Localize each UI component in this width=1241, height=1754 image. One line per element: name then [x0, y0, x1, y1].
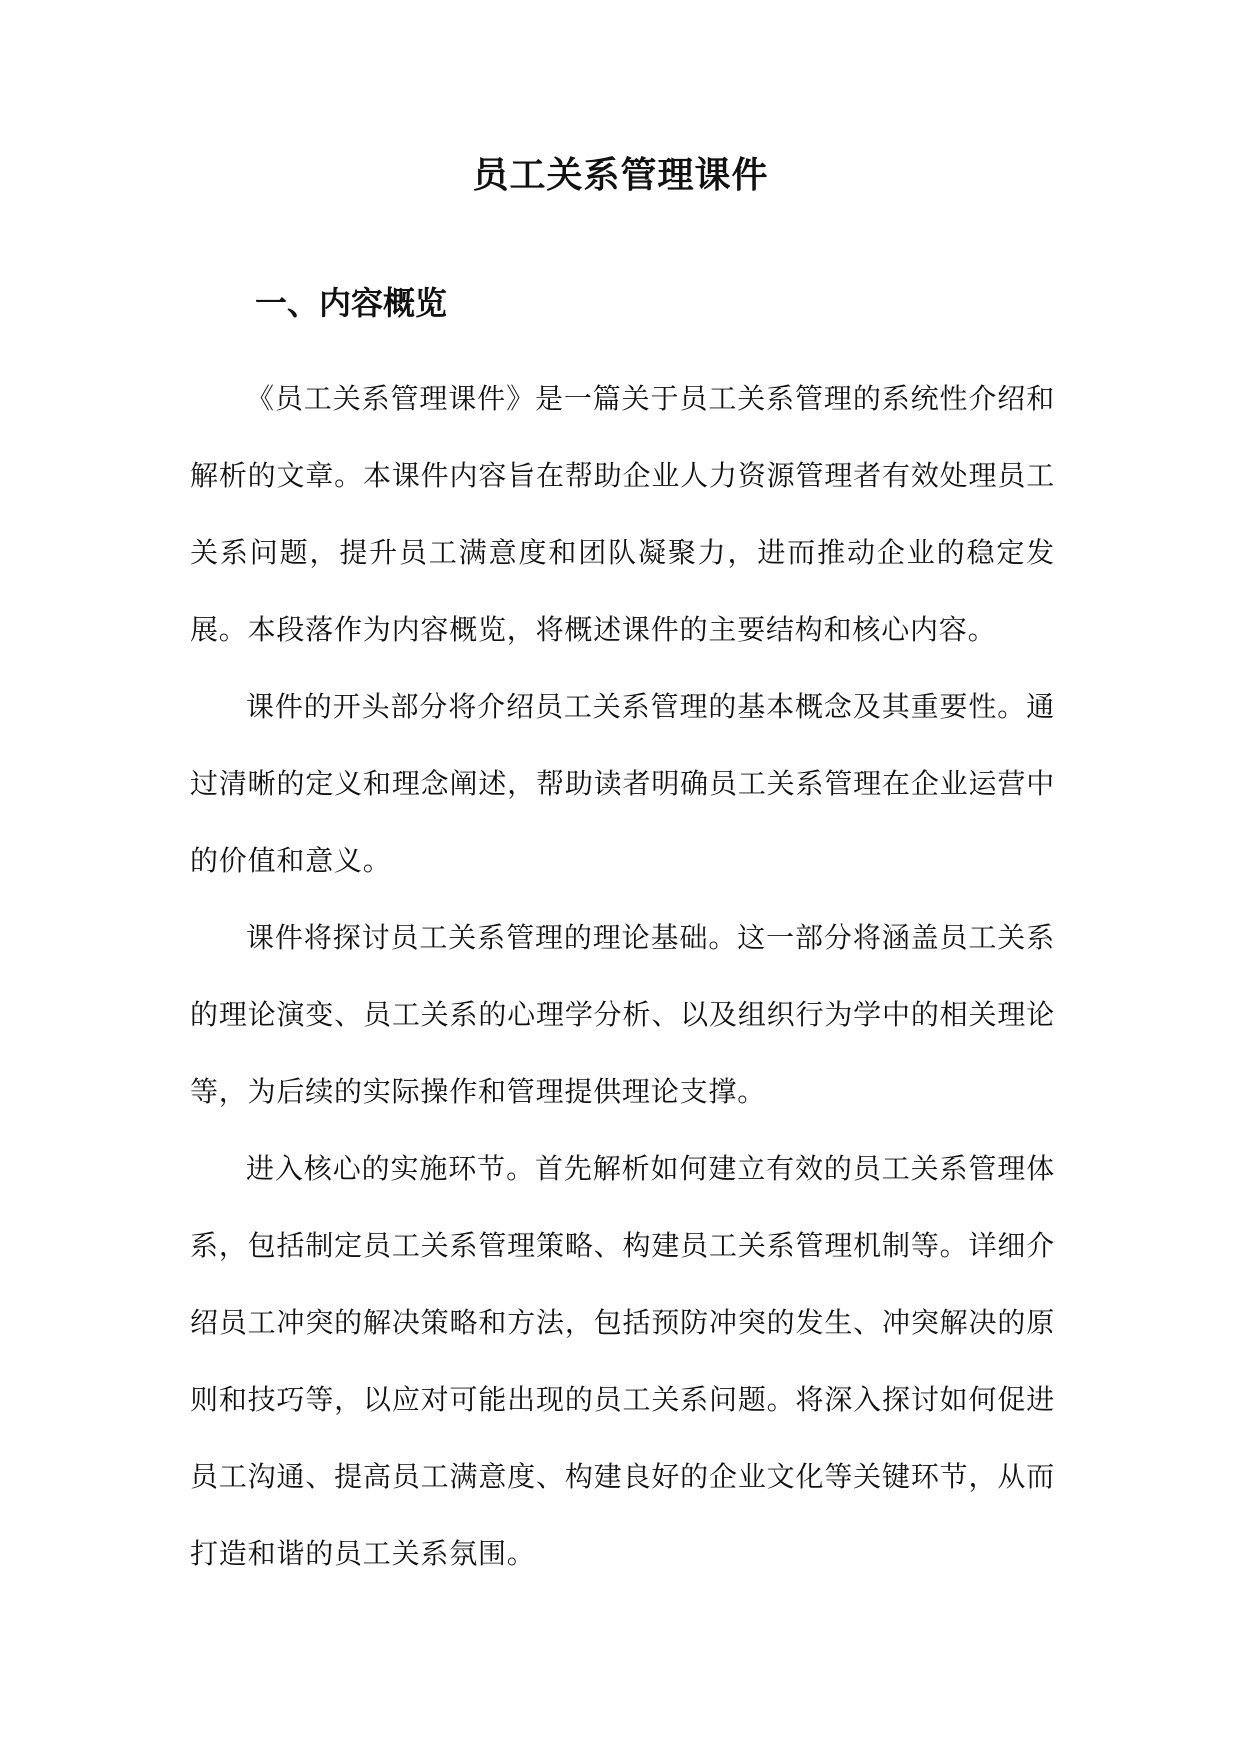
paragraph-concepts: 课件的开头部分将介绍员工关系管理的基本概念及其重要性。通过清晰的定义和理念阐述，帮助读者明确员工关系管理在企业运营中的价值和意义。 [190, 690, 1055, 877]
body-text [190, 360, 1055, 1592]
section-heading: 一、内容概览 [255, 284, 448, 322]
document-title: 员工关系管理课件 [472, 154, 769, 196]
paragraph-overview: 《员工关系管理课件》是一篇关于员工关系管理的系统性介绍和解析的文章。本课件内容旨在帮助企业人力资源管理者有效处理员工关系问题，提升员工满意度和团队凝聚力，进而推动企业的稳定发展。本段落作为内容概览，将概述课件的主要结构和核心内容。 [190, 382, 1055, 646]
paragraph-theory: 课件将探讨员工关系管理的理论基础。这一部分将涵盖员工关系的理论演变、员工关系的心理学分析、以及组织行为学中的相关理论等，为后续的实际操作和管理提供理论支撑。 [190, 921, 1055, 1108]
paragraph-implementation: 进入核心的实施环节。首先解析如何建立有效的员工关系管理体系，包括制定员工关系管理策略、构建员工关系管理机制等。详细介绍员工冲突的解决策略和方法，包括预防冲突的发生、冲突解决的原则和技巧等，以应对可能出现的员工关系问题。将深入探讨如何促进员工沟通、提高员工满意度、构建良好的企业文化等关键环节，从而打造和谐的员工关系氛围。 [190, 1152, 1055, 1570]
